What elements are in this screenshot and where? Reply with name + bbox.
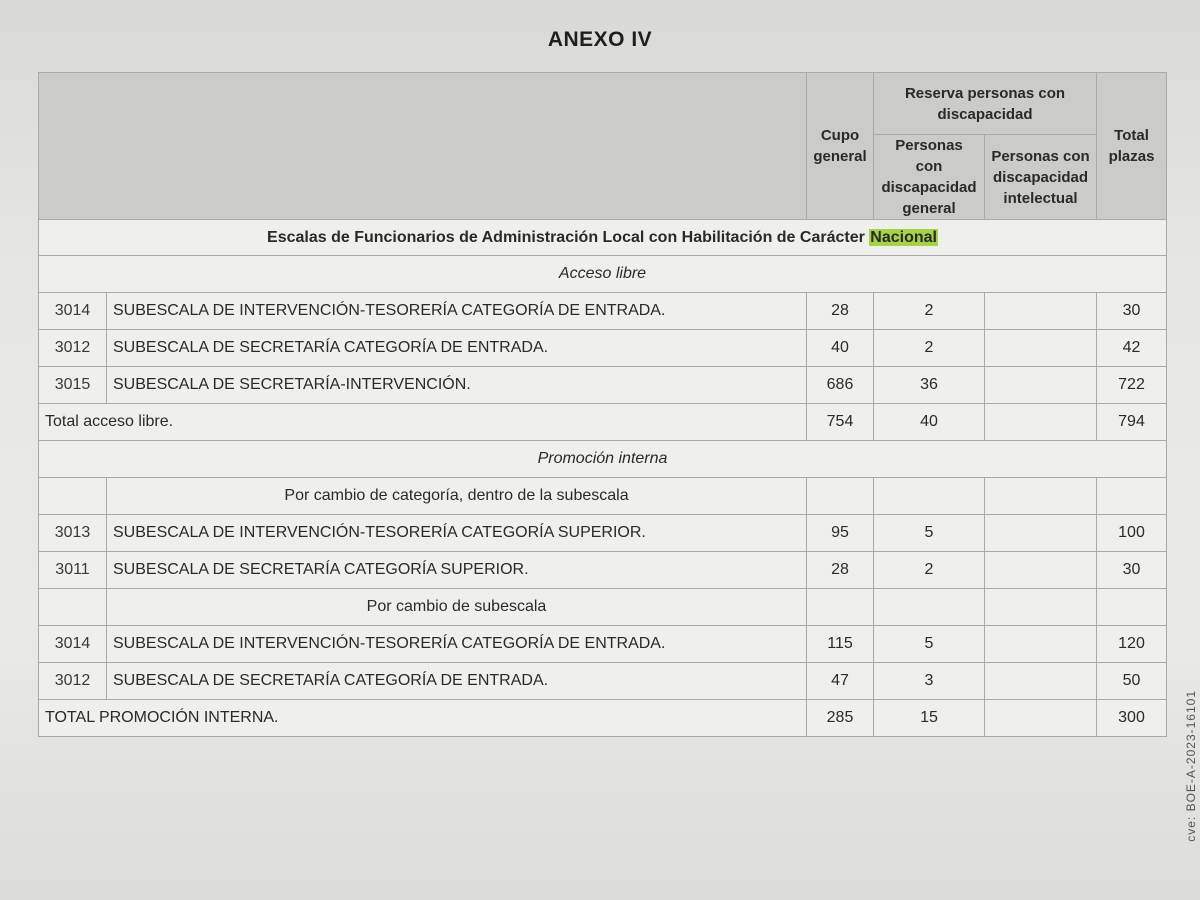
- total-discapacidad-general: 40: [874, 404, 985, 441]
- row-description: SUBESCALA DE SECRETARÍA CATEGORÍA DE ENTRADA.: [107, 663, 807, 700]
- row-code: 3011: [39, 552, 107, 589]
- row-total-plazas: 30: [1097, 552, 1167, 589]
- row-total-plazas: 100: [1097, 515, 1167, 552]
- row-code: 3013: [39, 515, 107, 552]
- row-discapacidad-intelectual: [985, 552, 1097, 589]
- empty-cell: [985, 478, 1097, 515]
- row-discapacidad-general: 5: [874, 626, 985, 663]
- row-description: SUBESCALA DE SECRETARÍA-INTERVENCIÓN.: [107, 367, 807, 404]
- row-code: 3012: [39, 330, 107, 367]
- row-cupo-general: 686: [807, 367, 874, 404]
- section-title: [39, 220, 1167, 256]
- row-discapacidad-intelectual: [985, 626, 1097, 663]
- row-cupo-general: 28: [807, 552, 874, 589]
- total-discapacidad-intelectual: [985, 404, 1097, 441]
- total-plazas: 794: [1097, 404, 1167, 441]
- row-total-plazas: 42: [1097, 330, 1167, 367]
- row-discapacidad-intelectual: [985, 663, 1097, 700]
- header-discapacidad-intelectual: Personas con discapacidad intelectual: [985, 135, 1097, 220]
- row-discapacidad-general: 36: [874, 367, 985, 404]
- header-reserva: Reserva personas con discapacidad: [874, 73, 1097, 135]
- row-discapacidad-intelectual: [985, 515, 1097, 552]
- row-cupo-general: 28: [807, 293, 874, 330]
- row-discapacidad-general: 2: [874, 293, 985, 330]
- table-row: [39, 663, 1167, 700]
- row-total-plazas: 722: [1097, 367, 1167, 404]
- row-discapacidad-general: 2: [874, 330, 985, 367]
- empty-cell: [39, 478, 107, 515]
- row-description: SUBESCALA DE INTERVENCIÓN-TESORERÍA CATEGORÍA DE ENTRADA.: [107, 626, 807, 663]
- row-cupo-general: 95: [807, 515, 874, 552]
- header-total-plazas: Total plazas: [1097, 73, 1167, 220]
- row-discapacidad-intelectual: [985, 330, 1097, 367]
- row-total-plazas: 50: [1097, 663, 1167, 700]
- row-discapacidad-general: 5: [874, 515, 985, 552]
- empty-cell: [874, 589, 985, 626]
- total-label: TOTAL PROMOCIÓN INTERNA.: [39, 700, 807, 737]
- group-label-promocion-interna: Promoción interna: [39, 441, 1167, 478]
- empty-cell: [1097, 589, 1167, 626]
- group-label-row: [39, 256, 1167, 293]
- row-description: SUBESCALA DE INTERVENCIÓN-TESORERÍA CATEGORÍA DE ENTRADA.: [107, 293, 807, 330]
- row-discapacidad-intelectual: [985, 367, 1097, 404]
- empty-cell: [874, 478, 985, 515]
- row-code: 3014: [39, 626, 107, 663]
- row-discapacidad-general: 3: [874, 663, 985, 700]
- row-discapacidad-intelectual: [985, 293, 1097, 330]
- total-label: Total acceso libre.: [39, 404, 807, 441]
- empty-cell: [39, 589, 107, 626]
- subgroup-row: [39, 478, 1167, 515]
- row-description: SUBESCALA DE SECRETARÍA CATEGORÍA SUPERIOR.: [107, 552, 807, 589]
- row-code: 3012: [39, 663, 107, 700]
- subgroup-row: [39, 589, 1167, 626]
- highlighted-word: Nacional: [870, 228, 937, 246]
- table-row: [39, 330, 1167, 367]
- annex-table: [38, 72, 1167, 737]
- row-description: SUBESCALA DE SECRETARÍA CATEGORÍA DE ENTRADA.: [107, 330, 807, 367]
- row-discapacidad-general: 2: [874, 552, 985, 589]
- side-stamp: cve: BOE-A-2023-16101: [1184, 690, 1198, 842]
- header-cupo-general: Cupo general: [807, 73, 874, 220]
- header-blank-cell: [39, 73, 807, 220]
- empty-cell: [985, 589, 1097, 626]
- header-discapacidad-general: Personas con discapacidad general: [874, 135, 985, 220]
- table-row: [39, 367, 1167, 404]
- row-cupo-general: 47: [807, 663, 874, 700]
- total-discapacidad-general: 15: [874, 700, 985, 737]
- group-label-row: [39, 441, 1167, 478]
- row-cupo-general: 115: [807, 626, 874, 663]
- row-code: 3015: [39, 367, 107, 404]
- subgroup-label-cambio-categoria: Por cambio de categoría, dentro de la subescala: [107, 478, 807, 515]
- section-title-text: Escalas de Funcionarios de Administración Local con Habilitación de Carácter: [267, 228, 865, 246]
- section-title-row: [39, 220, 1167, 256]
- table-row: [39, 552, 1167, 589]
- row-total-plazas: 30: [1097, 293, 1167, 330]
- document-title: ANEXO IV: [547, 28, 653, 51]
- empty-cell: [1097, 478, 1167, 515]
- table-row: [39, 626, 1167, 663]
- subgroup-label-cambio-subescala: Por cambio de subescala: [107, 589, 807, 626]
- group-label-acceso-libre: Acceso libre: [39, 256, 1167, 293]
- table-row: [39, 293, 1167, 330]
- row-description: SUBESCALA DE INTERVENCIÓN-TESORERÍA CATEGORÍA SUPERIOR.: [107, 515, 807, 552]
- row-total-plazas: 120: [1097, 626, 1167, 663]
- total-cupo-general: 754: [807, 404, 874, 441]
- total-row-acceso-libre: [39, 404, 1167, 441]
- total-row-promocion-interna: [39, 700, 1167, 737]
- table-row: [39, 515, 1167, 552]
- row-cupo-general: 40: [807, 330, 874, 367]
- total-cupo-general: 285: [807, 700, 874, 737]
- total-discapacidad-intelectual: [985, 700, 1097, 737]
- empty-cell: [807, 478, 874, 515]
- empty-cell: [807, 589, 874, 626]
- header-row-top: [39, 73, 1167, 135]
- total-plazas: 300: [1097, 700, 1167, 737]
- row-code: 3014: [39, 293, 107, 330]
